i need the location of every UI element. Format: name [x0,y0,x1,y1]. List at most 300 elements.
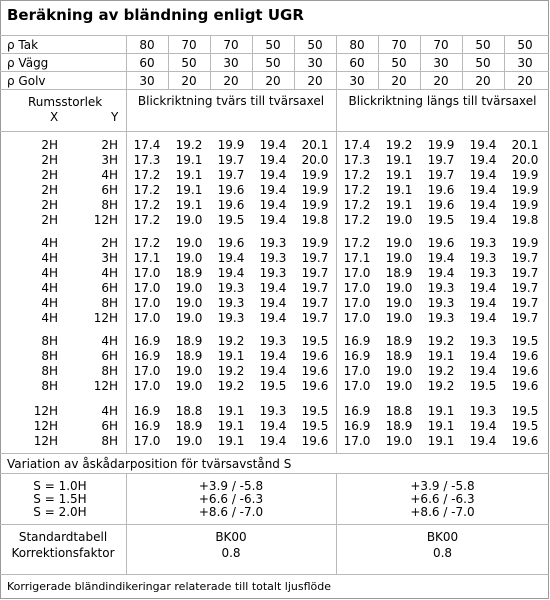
ugr-value: 19.2 [427,334,455,348]
ugr-value: 19.0 [385,311,413,325]
ugr-value: 17.2 [343,183,371,197]
variation-across: +6.6 / -6.3 [198,492,264,506]
ugr-value: 18.9 [175,266,203,280]
ugr-value: 19.9 [511,236,539,250]
ugr-value: 19.1 [427,419,455,433]
ugr-value: 19.5 [301,419,329,433]
ugr-value: 19.0 [385,281,413,295]
ugr-value: 19.7 [511,311,539,325]
ugr-value: 19.7 [301,281,329,295]
ugr-value: 19.1 [427,404,455,418]
ugr-value: 19.4 [469,434,497,448]
room-y-value: 3H [101,251,118,265]
ugr-value: 19.3 [427,281,455,295]
reflectance-value: 50 [307,38,323,52]
variation-divider [0,524,549,525]
column-divider [420,35,421,89]
ugr-value: 19.5 [259,379,287,393]
ugr-value: 19.4 [259,349,287,363]
reflectance-value: 70 [391,38,407,52]
ugr-value: 19.6 [427,236,455,250]
ugr-value: 17.4 [343,138,371,152]
room-y-label: Y [111,110,119,124]
column-divider [252,35,253,89]
variation-along: +3.9 / -5.8 [410,479,475,493]
ugr-value: 19.4 [427,251,455,265]
variation-across: +8.6 / -7.0 [198,505,264,519]
ugr-value: 17.3 [133,153,161,167]
room-x-value: 2H [41,138,58,152]
standard-divider [0,574,549,575]
ugr-value: 20.0 [511,153,539,167]
ugr-value: 17.0 [133,379,161,393]
ugr-value: 19.3 [469,251,497,265]
ugr-value: 19.5 [511,334,539,348]
room-x-value: 4H [41,266,58,280]
column-divider [462,35,463,89]
ugr-value: 19.4 [469,364,497,378]
room-y-value: 12H [93,379,118,393]
reflectance-value: 20 [223,74,239,88]
reflectance-value: 20 [433,74,449,88]
ugr-value: 19.3 [217,311,245,325]
room-x-label: X [50,110,59,124]
column-divider [168,35,169,89]
ugr-value: 19.5 [217,213,245,227]
ugr-value: 16.9 [133,404,161,418]
ugr-value: 19.4 [469,213,497,227]
ugr-value: 19.3 [259,251,287,265]
ugr-value: 19.2 [217,334,245,348]
ugr-value: 19.0 [385,379,413,393]
ugr-value: 19.9 [301,183,329,197]
room-y-value: 3H [101,153,118,167]
ugr-value: 17.0 [133,281,161,295]
title-divider [0,35,549,36]
ugr-value: 17.0 [133,364,161,378]
ugr-value: 19.1 [385,168,413,182]
ugr-value: 19.4 [427,266,455,280]
variation-along: +6.6 / -6.3 [410,492,475,506]
ugr-value: 17.2 [133,168,161,182]
ugr-value: 19.0 [175,251,203,265]
ugr-value: 19.4 [259,213,287,227]
ugr-value: 17.2 [343,236,371,250]
row-divider [0,53,549,54]
ugr-value: 19.1 [427,349,455,363]
ugr-value: 19.8 [511,213,539,227]
ugr-value: 19.4 [469,419,497,433]
ugr-value: 16.9 [343,404,371,418]
column-divider [294,35,295,89]
ugr-value: 16.9 [343,349,371,363]
room-x-value: 2H [41,198,58,212]
ugr-value: 18.9 [385,349,413,363]
spacing-label: S = 1.5H [33,492,87,506]
ugr-value: 19.3 [469,334,497,348]
room-y-value: 2H [101,138,118,152]
room-x-value: 4H [41,281,58,295]
reflectance-value: 70 [223,38,239,52]
ugr-value: 17.1 [133,251,161,265]
room-size-label: Rumsstorlek [28,95,103,109]
direction-header-across: Blickriktning tvärs till tvärsaxel [137,94,325,108]
ugr-value: 19.6 [301,364,329,378]
ugr-value: 19.9 [301,198,329,212]
ugr-value: 19.4 [259,311,287,325]
ugr-value: 19.7 [511,251,539,265]
reflectance-value: 50 [391,56,407,70]
ugr-value: 19.5 [511,404,539,418]
room-y-value: 4H [101,266,118,280]
ugr-value: 17.1 [343,251,371,265]
ugr-value: 17.4 [133,138,161,152]
reflectance-value: 50 [475,38,491,52]
reflectance-label: ρ Vägg [7,56,49,70]
ugr-value: 19.1 [175,168,203,182]
ugr-value: 19.0 [175,434,203,448]
ugr-value: 16.9 [343,334,371,348]
ugr-value: 19.3 [217,281,245,295]
column-divider [210,35,211,89]
variation-heading: Variation av åskådarposition för tvärsavstånd S [7,457,292,471]
ugr-value: 19.9 [301,236,329,250]
variation-across: +3.9 / -5.8 [198,479,264,493]
room-y-value: 8H [101,364,118,378]
ugr-value: 19.3 [259,236,287,250]
ugr-value: 19.1 [385,198,413,212]
ugr-value: 19.1 [217,349,245,363]
variation-heading-divider [0,473,549,474]
ugr-value: 20.0 [301,153,329,167]
ugr-value: 19.1 [217,419,245,433]
ugr-value: 17.0 [343,379,371,393]
reflectance-value: 20 [391,74,407,88]
ugr-value: 19.6 [427,198,455,212]
reflectance-value: 30 [349,74,365,88]
ugr-value: 18.9 [175,334,203,348]
ugr-value: 19.7 [301,266,329,280]
standard-along: BK00 [426,530,459,544]
ugr-value: 19.2 [427,379,455,393]
ugr-value: 19.7 [427,168,455,182]
ugr-value: 19.6 [301,434,329,448]
spacing-label: S = 2.0H [33,505,87,519]
reflectance-value: 20 [265,74,281,88]
ugr-value: 19.1 [175,153,203,167]
ugr-value: 19.5 [301,404,329,418]
reflectance-value: 50 [181,56,197,70]
ugr-value: 17.2 [343,198,371,212]
room-x-value: 12H [33,419,58,433]
room-y-value: 8H [101,296,118,310]
reflectance-value: 20 [181,74,197,88]
ugr-value: 19.3 [469,236,497,250]
ugr-value: 17.0 [133,311,161,325]
ugr-value: 19.0 [175,281,203,295]
ugr-value: 19.2 [217,379,245,393]
ugr-value: 17.2 [343,168,371,182]
ugr-value: 19.1 [217,404,245,418]
room-x-value: 12H [33,404,58,418]
ugr-value: 19.2 [175,138,203,152]
ugr-value: 19.6 [217,198,245,212]
ugr-value: 16.9 [133,334,161,348]
ugr-value: 19.4 [469,153,497,167]
ugr-value: 19.9 [511,183,539,197]
ugr-value: 19.2 [427,364,455,378]
ugr-value: 18.8 [175,404,203,418]
ugr-value: 19.4 [469,296,497,310]
reflectance-value: 30 [139,74,155,88]
room-x-value: 4H [41,311,58,325]
ugr-value: 18.8 [385,404,413,418]
column-divider [126,35,127,89]
ugr-value: 19.4 [259,364,287,378]
ugr-value: 19.2 [385,138,413,152]
reflectance-value: 70 [433,38,449,52]
ugr-value: 19.6 [301,349,329,363]
ugr-value: 19.7 [511,281,539,295]
ugr-value: 19.7 [301,311,329,325]
room-x-value: 2H [41,213,58,227]
room-y-value: 6H [101,349,118,363]
ugr-value: 19.9 [301,168,329,182]
standard-across: BK00 [215,530,247,544]
ugr-value: 17.0 [343,364,371,378]
room-y-value: 4H [101,334,118,348]
ugr-value: 16.9 [343,419,371,433]
reflectance-label: ρ Golv [7,74,46,88]
ugr-value: 17.0 [133,266,161,280]
ugr-value: 17.0 [343,266,371,280]
ugr-value: 19.6 [511,349,539,363]
room-x-value: 2H [41,153,58,167]
ugr-value: 19.3 [427,311,455,325]
room-x-value: 8H [41,364,58,378]
row-divider [0,71,549,72]
ugr-value: 19.6 [511,434,539,448]
ugr-value: 19.4 [469,349,497,363]
ugr-value: 17.0 [343,296,371,310]
room-y-value: 6H [101,183,118,197]
page-title: Beräkning av bländning enligt UGR [7,6,304,24]
ugr-value: 19.7 [217,168,245,182]
ugr-value: 19.9 [511,198,539,212]
ugr-value: 19.5 [511,419,539,433]
ugr-value: 19.9 [217,138,245,152]
room-y-value: 4H [101,404,118,418]
reflectance-value: 30 [517,56,533,70]
standard-label: Standardtabell [18,530,108,544]
ugr-value: 17.0 [343,434,371,448]
ugr-value: 19.4 [259,168,287,182]
ugr-value: 19.4 [259,419,287,433]
room-y-value: 6H [101,281,118,295]
ugr-value: 17.2 [133,183,161,197]
ugr-value: 17.0 [133,296,161,310]
ugr-value: 19.0 [385,364,413,378]
reflectance-value: 50 [265,56,281,70]
ugr-value: 19.5 [301,334,329,348]
reflectance-value: 30 [433,56,449,70]
room-y-value: 6H [101,419,118,433]
reflectance-value: 20 [307,74,323,88]
room-x-value: 8H [41,349,58,363]
ugr-value: 19.0 [385,236,413,250]
ugr-value: 19.1 [175,198,203,212]
ugr-value: 19.7 [511,266,539,280]
room-x-value: 8H [41,334,58,348]
ugr-value: 19.4 [469,281,497,295]
ugr-value: 19.0 [175,296,203,310]
header-divider [0,131,549,132]
ugr-value: 19.1 [385,183,413,197]
ugr-value: 19.8 [301,213,329,227]
ugr-value: 19.3 [217,296,245,310]
reflectance-value: 20 [517,74,533,88]
ugr-value: 19.3 [427,296,455,310]
reflectance-value: 80 [139,38,155,52]
ugr-value: 19.0 [385,434,413,448]
variation-along: +8.6 / -7.0 [410,505,475,519]
ugr-value: 19.3 [259,404,287,418]
room-y-value: 2H [101,236,118,250]
ugr-value: 19.4 [469,138,497,152]
room-y-value: 8H [101,198,118,212]
ugr-value: 19.7 [427,153,455,167]
ugr-value: 19.4 [217,251,245,265]
reflectance-value: 20 [475,74,491,88]
reflectance-value: 60 [139,56,155,70]
ugr-value: 19.0 [385,296,413,310]
correction-across: 0.8 [221,546,241,560]
correction-label: Korrektionsfaktor [11,546,115,560]
ugr-value: 19.3 [469,404,497,418]
ugr-value: 18.9 [385,266,413,280]
ugr-value: 19.1 [385,153,413,167]
ugr-value: 19.4 [259,138,287,152]
ugr-value: 19.4 [259,198,287,212]
room-x-value: 12H [33,434,58,448]
reflectance-value: 60 [349,56,365,70]
reflectance-label: ρ Tak [7,38,39,52]
ugr-value: 18.9 [175,349,203,363]
ugr-value: 19.3 [259,266,287,280]
reflectance-value: 30 [307,56,323,70]
ugr-value: 19.0 [175,213,203,227]
ugr-value: 19.4 [259,281,287,295]
spacing-label: S = 1.0H [33,479,87,493]
ugr-value: 20.1 [301,138,329,152]
room-x-value: 4H [41,296,58,310]
ugr-value: 18.9 [385,334,413,348]
ugr-value: 19.6 [427,183,455,197]
ugr-value: 19.0 [385,251,413,265]
ugr-value: 17.2 [343,213,371,227]
ugr-value: 19.4 [469,168,497,182]
ugr-value: 19.7 [511,296,539,310]
ugr-value: 17.2 [133,236,161,250]
ugr-value: 19.6 [217,183,245,197]
room-y-value: 12H [93,213,118,227]
ugr-value: 19.6 [511,364,539,378]
ugr-value: 18.9 [175,419,203,433]
ugr-value: 19.1 [175,183,203,197]
ugr-value: 19.3 [259,334,287,348]
column-divider [378,35,379,89]
ugr-value: 19.4 [469,183,497,197]
ugr-value: 19.1 [427,434,455,448]
ugr-value: 19.4 [259,296,287,310]
ugr-value: 19.7 [301,251,329,265]
ugr-value: 19.6 [217,236,245,250]
column-divider [126,89,127,453]
room-x-value: 2H [41,183,58,197]
ugr-value: 19.2 [217,364,245,378]
row-divider [0,89,549,90]
room-x-value: 4H [41,251,58,265]
ugr-value: 20.1 [511,138,539,152]
ugr-value: 19.9 [511,168,539,182]
ugr-value: 19.5 [427,213,455,227]
ugr-value: 19.4 [469,198,497,212]
ugr-value: 19.4 [259,434,287,448]
ugr-value: 19.4 [259,183,287,197]
ugr-value: 16.9 [133,419,161,433]
ugr-value: 17.2 [133,198,161,212]
ugr-value: 16.9 [133,349,161,363]
room-x-value: 2H [41,168,58,182]
reflectance-value: 80 [349,38,365,52]
reflectance-value: 30 [223,56,239,70]
ugr-value: 17.2 [133,213,161,227]
ugr-value: 17.0 [343,281,371,295]
room-y-value: 8H [101,434,118,448]
ugr-value: 19.0 [175,364,203,378]
correction-along: 0.8 [432,546,453,560]
ugr-value: 19.4 [217,266,245,280]
room-y-value: 12H [93,311,118,325]
ugr-value: 19.0 [175,311,203,325]
ugr-value: 19.0 [385,213,413,227]
ugr-value: 17.0 [343,311,371,325]
ugr-value: 17.3 [343,153,371,167]
ugr-value: 19.4 [469,311,497,325]
ugr-value: 19.1 [217,434,245,448]
ugr-value: 19.3 [469,266,497,280]
reflectance-value: 50 [475,56,491,70]
ugr-value: 19.7 [217,153,245,167]
footer-note: Korrigerade bländindikeringar relaterade till totalt ljusflöde [7,580,332,593]
ugr-value: 19.6 [301,379,329,393]
column-divider [504,35,505,89]
reflectance-value: 70 [181,38,197,52]
reflectance-value: 50 [265,38,281,52]
ugr-value: 19.0 [175,236,203,250]
ugr-value: 19.9 [427,138,455,152]
ugr-value: 19.7 [301,296,329,310]
ugr-value: 18.9 [385,419,413,433]
room-x-value: 8H [41,379,58,393]
ugr-value: 19.5 [469,379,497,393]
ugr-value: 19.0 [175,379,203,393]
ugr-value: 19.4 [259,153,287,167]
reflectance-value: 50 [517,38,533,52]
ugr-value: 19.6 [511,379,539,393]
direction-header-along: Blickriktning längs till tvärsaxel [348,94,537,108]
room-y-value: 4H [101,168,118,182]
